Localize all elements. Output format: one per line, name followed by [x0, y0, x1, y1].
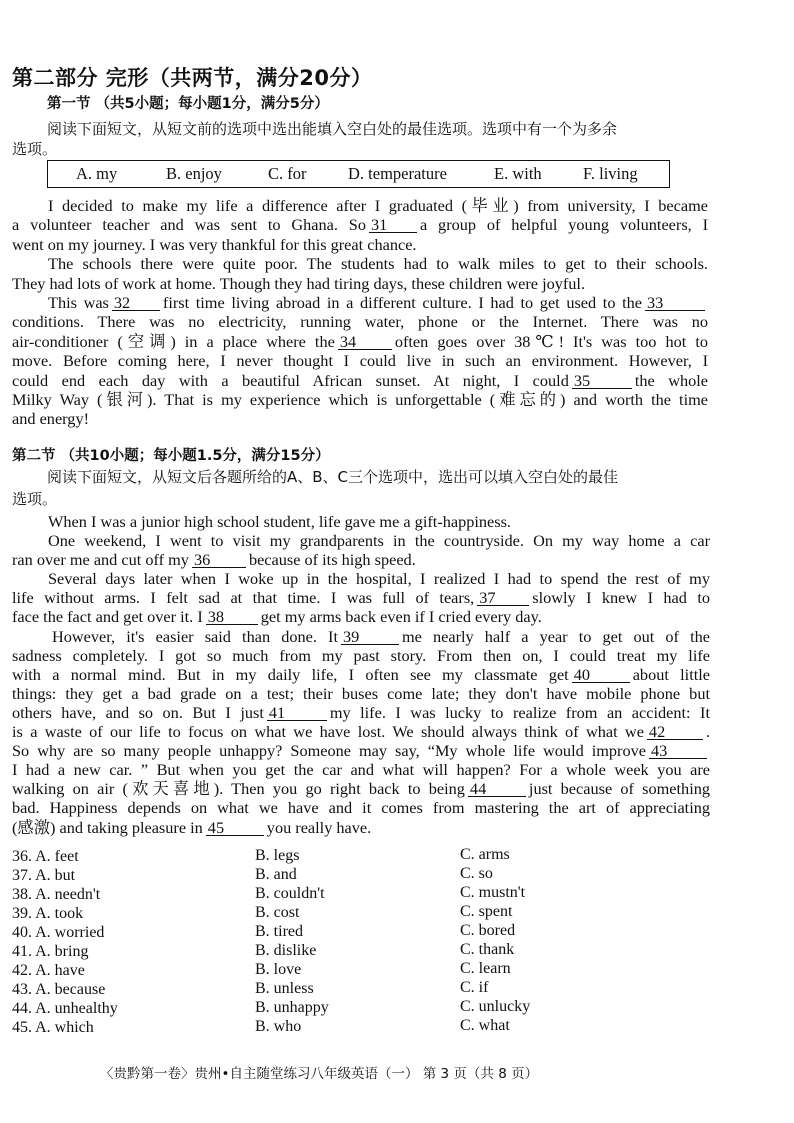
text-line: I decided to make my life a difference after I graduated (毕业) from university, I became: [48, 196, 708, 215]
text-line: [12, 741, 710, 760]
text-segment: face the fact and get over it. I: [12, 607, 203, 627]
option-45-c[interactable]: C. what: [460, 1017, 510, 1034]
option-39-c[interactable]: C. spent: [460, 903, 513, 920]
text-segment: This was: [48, 293, 109, 313]
text-line: [12, 665, 710, 684]
page-footer: 〈贵黔第一卷〉贵州•自主随堂练习八年级英语（一） 第 3 页（共 8 页）: [100, 1066, 539, 1082]
option-43-c[interactable]: C. if: [460, 979, 489, 996]
text-segment: the whole: [634, 370, 708, 390]
option-38-c[interactable]: C. mustn't: [460, 884, 526, 901]
text-segment: is a waste of our life to focus on what we have lost. We should always think of what we: [12, 722, 644, 742]
text-segment: first time living abroad in a different culture. I had to get used to the: [162, 293, 642, 313]
blank-32: 32: [112, 295, 160, 311]
text-line: move. Before coming here, I never thought I could live in such an environment. However, I: [12, 351, 708, 371]
blank-31: 31: [369, 217, 417, 233]
option-45-b[interactable]: B. who: [255, 1018, 302, 1035]
section2-instruction-line1: 阅读下面短文，从短文后各题所给的A、B、C三个选项中，选出可以填入空白处的最佳: [47, 468, 619, 486]
text-line: and energy!: [12, 409, 90, 429]
text-segment: because of its high speed.: [248, 550, 416, 570]
option-36-b[interactable]: B. legs: [255, 847, 300, 864]
text-segment: often goes over 38℃! It's was too hot to: [394, 331, 708, 351]
text-line: [12, 703, 710, 722]
option-42-c[interactable]: C. learn: [460, 960, 511, 977]
option-37-a[interactable]: 37. A. but: [12, 867, 76, 884]
text-segment: air-conditioner (空调) in a place where the: [12, 331, 335, 351]
text-line: things: they get a bad grade on a test; their buses come late; they don't have mobile phone but: [12, 683, 710, 703]
option-38-b[interactable]: B. couldn't: [255, 885, 325, 902]
blank-33: 33: [645, 295, 705, 311]
text-line: [12, 588, 710, 607]
passage1: [12, 196, 708, 429]
text-segment: So why are so many people unhappy? Someone may say, “My whole life would improve: [12, 741, 646, 761]
blank-39: 39: [341, 629, 399, 645]
option-45-a[interactable]: 45. A. which: [12, 1019, 94, 1036]
text-line: sadness completely. I got so much from my past story. From then on, I could treat my life: [12, 645, 710, 665]
option-41-b[interactable]: B. dislike: [255, 942, 317, 959]
option-44-c[interactable]: C. unlucky: [460, 998, 531, 1015]
option-44-a[interactable]: 44. A. unhealthy: [12, 1000, 118, 1017]
option-41-c[interactable]: C. thank: [460, 941, 515, 958]
text-line: [12, 215, 708, 234]
text-segment: just because of something: [528, 779, 710, 799]
text-segment: ran over me and cut off my: [12, 550, 189, 570]
text-line: The schools there were quite poor. The students had to walk miles to get to their schools.: [48, 254, 708, 274]
text-line: [12, 779, 710, 798]
text-line: [12, 550, 710, 569]
text-line: [12, 332, 708, 351]
part-title: 第二部分 完形（共两节，满分20分）: [12, 66, 373, 90]
text-line: When I was a junior high school student, life gave me a gift-happiness.: [48, 512, 511, 531]
option-42-a[interactable]: 42. A. have: [12, 962, 85, 979]
word-option-e: E. with: [494, 164, 542, 183]
option-37-b[interactable]: B. and: [255, 866, 297, 883]
word-option-d: D. temperature: [348, 164, 447, 183]
text-segment: life without arms. I felt sad at that time. I was full of tears,: [12, 588, 475, 608]
text-segment: walking on air (欢天喜地). Then you go right back to being: [12, 779, 465, 799]
section1-instruction-line1: 阅读下面短文，从短文前的选项中选出能填入空白处的最佳选项。选项中有一个为多余: [47, 120, 618, 138]
passage2: [12, 512, 710, 837]
section2-instruction-line2: 选项。: [12, 490, 58, 508]
text-segment: you really have.: [266, 817, 372, 837]
text-line: [12, 607, 710, 626]
option-37-c[interactable]: C. so: [460, 865, 493, 882]
text-segment: about little: [632, 664, 710, 684]
text-segment: my life. I was lucky to realize from an accident: It: [329, 702, 710, 722]
text-segment: could end each day with a beautiful African sunset. At night, I could: [12, 370, 569, 390]
text-line: [12, 818, 710, 837]
blank-44: 44: [468, 781, 526, 797]
word-option-f: F. living: [583, 164, 638, 183]
blank-34: 34: [338, 334, 392, 350]
option-39-b[interactable]: B. cost: [255, 904, 300, 921]
text-segment: slowly I knew I had to: [532, 588, 710, 608]
option-36-a[interactable]: 36. A. feet: [12, 848, 79, 865]
blank-38: 38: [206, 609, 258, 625]
option-43-b[interactable]: B. unless: [255, 980, 314, 997]
text-segment: a volunteer teacher and was sent to Ghana. So: [12, 215, 366, 235]
text-line: conditions. There was no electricity, running water, phone or the Internet. There was no: [12, 312, 708, 332]
text-line: One weekend, I went to visit my grandparents in the countryside. On my way home a car: [48, 531, 710, 551]
text-segment: However, it's easier said than done. It: [52, 626, 338, 646]
option-44-b[interactable]: B. unhappy: [255, 999, 329, 1016]
text-line: [12, 293, 708, 312]
option-41-a[interactable]: 41. A. bring: [12, 943, 89, 960]
blank-43: 43: [649, 743, 707, 759]
option-39-a[interactable]: 39. A. took: [12, 905, 84, 922]
word-option-a: A. my: [76, 164, 118, 183]
text-line: They had lots of work at home. Though they had tiring days, these children were joyful.: [12, 273, 586, 293]
blank-45: 45: [206, 820, 264, 836]
text-line: bad. Happiness depends on what we have and it comes from mastering the art of appreciating: [12, 798, 710, 818]
section2-title: 第二节 （共10小题；每小题1.5分，满分15分）: [12, 448, 330, 464]
option-40-c[interactable]: C. bored: [460, 922, 516, 939]
text-segment: get my arms back even if I cried every day.: [260, 607, 542, 627]
blank-35: 35: [572, 373, 632, 389]
text-segment: (感激) and taking pleasure in: [12, 817, 203, 837]
text-segment: me nearly half a year to get out of the: [402, 626, 710, 646]
option-36-c[interactable]: C. arms: [460, 846, 510, 863]
blank-42: 42: [647, 724, 703, 740]
text-segment: with a normal mind. But in my daily life, I often see my classmate get: [12, 664, 569, 684]
option-40-a[interactable]: 40. A. worried: [12, 924, 105, 941]
blank-37: 37: [477, 590, 529, 606]
text-line: [12, 722, 710, 741]
word-bank-box: [47, 160, 670, 188]
blank-41: 41: [267, 705, 327, 721]
text-segment: .: [705, 722, 710, 742]
text-line: went on my journey. I was very thankful for this great chance.: [12, 234, 417, 254]
blank-36: 36: [192, 552, 246, 568]
text-line: [12, 371, 708, 390]
word-option-b: B. enjoy: [166, 164, 222, 183]
option-42-b[interactable]: B. love: [255, 961, 302, 978]
text-line: [12, 627, 710, 646]
blank-40: 40: [572, 667, 630, 683]
word-option-c: C. for: [268, 164, 307, 183]
text-segment: others have, and so on. But I just: [12, 702, 264, 722]
text-line: Several days later when I woke up in the hospital, I realized I had to spend the rest of my: [48, 569, 710, 589]
option-40-b[interactable]: B. tired: [255, 923, 303, 940]
section1-title: 第一节 （共5小题；每小题1分，满分5分）: [47, 96, 329, 112]
option-38-a[interactable]: 38. A. needn't: [12, 886, 101, 903]
text-line: Milky Way (银河). That is my experience which is unforgettable (难忘的) and worth the time: [12, 390, 708, 410]
text-segment: a group of helpful young volunteers, I: [419, 215, 708, 235]
option-43-a[interactable]: 43. A. because: [12, 981, 106, 998]
section1-instruction-line2: 选项。: [12, 140, 58, 158]
text-line: I had a new car. ” But when you get the car and what will happen? For a whole week you are: [12, 760, 710, 780]
